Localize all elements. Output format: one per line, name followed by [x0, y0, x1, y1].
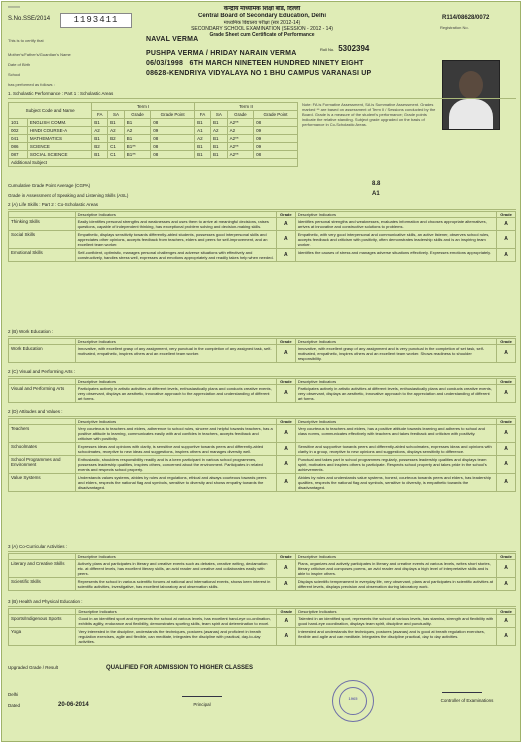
area-label: Thinking Skills — [9, 218, 76, 231]
health-heading: 3 (B) Health and Physical Education : — [8, 598, 516, 607]
grade-cell: 08 — [151, 119, 195, 127]
term2-descriptor: Talented in an identified sport, represents the school at various levels, has stamina, strength and flexibility with good hand-eye coordination, displays team spirit, discipline and punctuality. — [296, 615, 497, 628]
scholastic-heading: 1. Scholastic Performance : Part 1 : Scholastic Areas — [8, 90, 516, 99]
term1-grade: A — [276, 218, 295, 231]
controller-label: Controller of Examinations — [440, 698, 494, 703]
student-name: NAVAL VERMA — [146, 36, 199, 43]
co-scholastic-heading: 2 (A) Life Skills : Part 2 : Co-Scholastic Areas — [8, 201, 516, 210]
parents-name: PUSHPA VERMA / HRIDAY NARAIN VERMA — [146, 50, 297, 57]
term1-header: Term I — [92, 103, 195, 111]
registration-number: R114/08628/0072 — [442, 15, 490, 21]
grade-cell: A2** — [227, 151, 253, 159]
term1-grade: A — [277, 615, 296, 628]
certificate-page — [1, 1, 521, 742]
term1-descriptor: Innovative, with excellent grasp of any assignment, very punctual in the completion of any assigned task, self-motivated, empathetic, inspires others and an excellent team worker. — [75, 345, 276, 363]
controller-signature — [442, 686, 482, 693]
term1-descriptor: Good in an identified sport and represents the school at various levels, has excellent hand-eye co-ordination, exhibits agility, endurance and flexibility, demonstrates sporting skills, team spirit and determination to excel. — [76, 615, 277, 628]
term2-descriptor: Sensitive and supportive towards peers and differently-abled schoolmates, expresses ideas and opinions with clarity in a group, receptive to new opinions and suggestions, displays sensitivity to difference. — [295, 443, 496, 456]
grade-cell: A2** — [227, 143, 253, 151]
asl-label: Grade in Assessment of Speaking and Listening Skills (ASL) — [8, 193, 129, 198]
grade-cell: 08 — [254, 119, 298, 127]
work-education-heading: 2 (B) Work Education : — [8, 328, 516, 337]
grade-cell: B1 — [124, 119, 150, 127]
dob-label: Date of Birth — [8, 62, 31, 67]
exam-name: SECONDARY SCHOOL EXAMINATION (SESSION - 2012 - 14) — [191, 26, 333, 32]
grade-cell: B1 — [195, 143, 211, 151]
area-label: Social Skills — [9, 231, 76, 249]
descriptor-row — [9, 345, 516, 363]
term2-descriptor: Plans, organizes and actively participates in literary and creative events at various levels, writes short stories, literary criticism and composes poems, an avid reader and displays a high level of interpretative skills and is able to inspire others. — [295, 560, 496, 578]
board-name: Central Board of Secondary Education, Delhi — [197, 13, 327, 19]
descriptor-row — [9, 425, 516, 443]
term2-grade: A — [497, 385, 516, 403]
term1-descriptor: Enthusiastic, shoulders responsibility readily and is a keen participant in various school programmes, possesses leadership qualities, inspires others, concerned about the environment. Participates in related events and respects school property. — [75, 456, 276, 474]
marks-table: Subject Code and Name Term I Term II FA SA Grade Grade Point FA SA Grade Grade Point 101 ENGLISH COMM. B1 B1 B1 08 B1 B1 A2** 08 002 HINDI COURSE-A A2 A2 A2 09 A1 A2 A2 09 041 MATHEMATICS B1 B2 B1 08 A2 B1 A2** 09 086 SCIENCE B2 C1 B1** 08 B1 B1 A2** 09 087 SOCIAL SCIENCE B1 C1 B1** 08 B1 B1 A2** 08 Additional Subject — [8, 102, 298, 167]
term2-grade: A — [497, 345, 516, 363]
term1-grade: A — [276, 385, 295, 403]
term1-grade: A — [277, 456, 296, 474]
term2-descriptor: Identifies the causes of stress and manages adverse situations effectively. Expresses emotions appropriately. — [295, 249, 496, 262]
descriptor-row — [9, 385, 516, 403]
descriptor-row — [9, 231, 516, 249]
principal-signature — [182, 690, 222, 697]
grade-cell: B2 — [92, 143, 108, 151]
term1-grade: A — [277, 628, 296, 646]
term1-descriptor: Understands values systems, abides by rules and regulations, ethical and always courteous towards peers and elders, respects the national flag and symbols, sensitive to diversity and shows empathy towards the disadvantaged. — [75, 474, 276, 492]
term1-grade: A — [276, 578, 295, 591]
grade-cell: B1 — [195, 119, 211, 127]
place: Delhi — [8, 692, 19, 697]
subject-name: SCIENCE — [27, 143, 91, 151]
term1-descriptor: Participates actively in artistic activities at different levels, enthusiastically plans and conducts creative events, very observant, displays an aesthetic, innovative approach to the appreciation and understanding of different art forms. — [75, 385, 276, 403]
term2-descriptor: Displays scientific temperament in everyday life, very observant, plans and participates in scientific activities at different levels, displays precision and observation during laboratory work. — [295, 578, 496, 591]
grade-cell: A2 — [124, 127, 150, 135]
area-label: Literary and Creative Skills — [9, 560, 76, 578]
term2-grade: A — [497, 425, 516, 443]
area-label: Visual and Performing Arts — [9, 385, 76, 403]
grade-cell: 08 — [254, 151, 298, 159]
term1-grade: A — [277, 425, 296, 443]
health-table: Descriptive Indicators Grade Descriptive Indicators Grade Sports/Indigenous Sports Good in an identified sport and represents the school at various levels, has excellent hand-eye co-ordination, exhibits agility, endurance and flexibility, demonstrates sporting skills, team spirit and determination to excel. A Talented in an identified sport, represents the school at various levels, has stamina, strength and flexibility with good hand-eye coordination, displays team spirit, discipline and punctuality. A Yoga Very interested in the discipline, understands the techniques, postures (asanas) and proficient in breath regulation exercises, agile and flexible, can meditate, integrates the discipline with practical, day-to-day activities. A Interested and understands the techniques, postures (asanas) and is good at breath regulation exercises, flexible and agile and can meditate. Integrates the discipline practical, day to day activities. A — [8, 608, 516, 646]
performance-label: has performed as follows : — [8, 82, 55, 87]
descriptor-row — [9, 628, 516, 646]
term2-descriptor: Very courteous to teachers and elders, has a positive attitude towards learning and adheres to school and class norms, communicates effectively with teachers and takes feedback and criticism with positivity. — [295, 425, 496, 443]
cgpa-label: Cumulative Grade Point Average (CGPA) — [8, 183, 91, 188]
descriptor-row — [9, 443, 516, 456]
term2-grade: A — [497, 628, 516, 646]
roll-number: Roll No. 5302394 — [320, 44, 370, 53]
subject-row — [9, 143, 298, 151]
area-label: Scientific Skills — [9, 578, 76, 591]
subject-row — [9, 135, 298, 143]
descriptor-row — [9, 249, 516, 262]
subject-name: SOCIAL SCIENCE — [27, 151, 91, 159]
term1-grade: A — [276, 249, 295, 262]
subject-code: 041 — [9, 135, 28, 143]
term2-descriptor: Abides by rules and understands value systems, honest, courteous towards peers and elders, has leadership qualities, respects the national flag and symbols, sensitive to diversity, is empathetic towards the disadvantaged. — [295, 474, 496, 492]
area-label: Emotional Skills — [9, 249, 76, 262]
grade-cell: A2 — [195, 135, 211, 143]
term2-grade: A — [497, 560, 516, 578]
attitudes-heading: 2 (D) Attitudes and Values : — [8, 408, 516, 417]
descriptor-row — [9, 218, 516, 231]
grade-cell: 09 — [254, 143, 298, 151]
descriptor-row — [9, 456, 516, 474]
term1-descriptor: Very courteous to teachers and elders, adherence to school rules, sincere and helpful towards teachers, has a positive attitude to learning, communicates easily with and confides in teachers, accepts feedback and criticism with positivity. — [75, 425, 276, 443]
grade-cell: C1 — [108, 143, 125, 151]
co-activities-heading: 3 (A) Co-Curricular Activities : — [8, 543, 516, 552]
grade-cell: B1 — [92, 151, 108, 159]
descriptor-row — [9, 560, 516, 578]
term1-grade: A — [277, 443, 296, 456]
area-label: Work Education — [9, 345, 76, 363]
top-stamp: xxxxxx — [8, 4, 20, 9]
grade-cell: A2 — [92, 127, 108, 135]
registration-label: Registration No. — [440, 25, 469, 30]
grade-cell: 08 — [151, 143, 195, 151]
grade-cell: 08 — [151, 135, 195, 143]
grade-cell: B1 — [211, 143, 228, 151]
term2-grade: A — [497, 249, 516, 262]
seal-text: 1965 — [348, 696, 358, 701]
term2-grade: A — [497, 578, 516, 591]
term1-descriptor: Easily identifies personal strengths and weaknesses and uses them to arrive at meaningful decisions, raises questions, capable of independent thinking, has exceptional problem solving and decision-making skills. — [75, 218, 276, 231]
work-education-table: Descriptive Indicators Grade Descriptive Indicators Grade Work Education Innovative, with excellent grasp of any assignment, very punctual in the completion of any assigned task, self-motivated, empathetic, inspires others and an excellent team worker. A Innovative, with excellent grasp of any assignment and is very punctual in the completion of set task, self-motivated, empathetic, inspires others and an excellent team worker. Shows readiness to shoulder responsibility. A — [8, 338, 516, 363]
certify-label: This is to certify that — [8, 38, 44, 43]
term2-descriptor: Identifies personal strengths and weaknesses, evaluates information and chooses appropriate alternatives, arrives at innovative and constructive solutions to problems. — [295, 218, 496, 231]
term2-grade: A — [497, 231, 516, 249]
subject-code: 086 — [9, 143, 28, 151]
term2-grade: A — [497, 218, 516, 231]
term2-grade: A — [497, 443, 516, 456]
grade-cell: A1 — [195, 127, 211, 135]
grade-cell: B1** — [124, 143, 150, 151]
descriptor-row — [9, 474, 516, 492]
grade-cell: B2 — [108, 135, 125, 143]
serial-number: 1193411 — [60, 13, 132, 28]
term2-grade: A — [497, 474, 516, 492]
subject-code: 101 — [9, 119, 28, 127]
term2-descriptor: Interested and understands the techniques, postures (asanas) and is good at breath regulation exercises, flexible and agile and can meditate. Integrates the discipline practical, day to day activities. — [296, 628, 497, 646]
term2-grade: A — [497, 456, 516, 474]
term1-grade: A — [276, 345, 295, 363]
term1-descriptor: Very interested in the discipline, understands the techniques, postures (asanas) and proficient in breath regulation exercises, agile and flexible, can meditate, integrates the discipline with practical, day-to-day activities. — [76, 628, 277, 646]
board-name-hindi: केन्द्रीय माध्यमिक शिक्षा बोर्ड, दिल्ली — [223, 6, 301, 12]
subject-code: 087 — [9, 151, 28, 159]
school-label: School — [8, 72, 21, 77]
grade-cell: B1 — [211, 119, 228, 127]
subject-row — [9, 119, 298, 127]
subject-code: 002 — [9, 127, 28, 135]
certificate-title: Grade Sheet cum Certificate of Performance — [209, 32, 315, 38]
attitudes-table: Descriptive Indicators Grade Descriptive Indicators Grade Teachers Very courteous to teachers and elders, adherence to school rules, sincere and helpful towards teachers, has a positive attitude to learning, communicates easily with and confides in teachers, accepts feedback and criticism with positivity. A Very courteous to teachers and elders, has a positive attitude towards learning and adheres to school and class norms, communicates effectively with teachers and takes feedback and criticism with positivity. A Schoolmates Expresses ideas and opinions with clarity, is sensitive and supportive towards peers and differently-abled schoolmates, receptive to new ideas and suggestions, inspires others and manages diversity well. A Sensitive and supportive towards peers and differently-abled schoolmates, expresses ideas and opinions with clarity in a group, receptive to new opinions and suggestions, displays sensitivity to difference. A School Programmes and Environment Enthusiastic, shoulders responsibility readily and is a keen participant in various school programmes, possesses leadership qualities, inspires others, concerned about the environment. Participates in related events and respects school property. A Punctual and takes part in school programmes regularly, possesses leadership qualities and displays team spirit, motivates and inspires others to participate. Respects school property and takes pride in the school's achievements. A Value Systems Understands values systems, abides by rules and regulations, ethical and always courteous towards peers and elders, respects the national flag and symbols, sensitive to diversity and shows empathy towards the disadvantaged. A Abides by rules and understands value systems, honest, courteous towards peers and elders, has leadership qualities, respects the national flag and symbols, sensitive to diversity, is empathetic towards the disadvantaged. A — [8, 418, 516, 492]
grade-cell: A2 — [108, 127, 125, 135]
grade-cell: B1 — [211, 151, 228, 159]
co-activities-table: Descriptive Indicators Grade Descriptive Indicators Grade Literary and Creative Skills Actively plans and participates in literary and creative events such as debates, creative writing, declamation etc. at different levels, has excellent literary skills, an avid reader and creative and collaborates easily with peers. A Plans, organizes and actively participates in literary and creative events at various levels, writes short stories, literary criticism and composes poems, an avid reader and displays a high level of interpretative skills and is able to inspire others. A Scientific Skills Represents the school in various scientific forums at national and international events, shows keen interest in scientific activities, investigative, has excellent laboratory and observation skills. A Displays scientific temperament in everyday life, very observant, plans and participates in scientific activities at different levels, displays precision and observation during laboratory work. A — [8, 553, 516, 591]
area-label: School Programmes and Environment — [9, 456, 76, 474]
subject-name: ENGLISH COMM. — [27, 119, 91, 127]
principal-label: Principal — [193, 702, 211, 707]
date-value: 20-06-2014 — [58, 702, 89, 708]
date-label: Dated — [8, 703, 21, 708]
additional-subject-label: Additional Subject — [9, 159, 298, 167]
grade-cell: 09 — [254, 135, 298, 143]
term1-grade: A — [276, 560, 295, 578]
grade-cell: B1 — [92, 135, 108, 143]
visual-arts-heading: 2 (C) Visual and Performing Arts : — [8, 368, 516, 377]
result: Upgraded Grade / Result QUALIFIED FOR ADMISSION TO HIGHER CLASSES — [8, 665, 254, 671]
cgpa-value: 8.8 — [372, 181, 381, 187]
grade-cell: B1 — [124, 135, 150, 143]
term2-descriptor: Empathetic, with very good interpersonal and communicative skills, an active listener, observes school rules, accepts feedback and criticism with positivity, often demonstrates leadership skills and is an inspiring team worker. — [295, 231, 496, 249]
visual-arts-table: Descriptive Indicators Grade Descriptive Indicators Grade Visual and Performing Arts Participates actively in artistic activities at different levels, enthusiastically plans and conducts creative events, very observant, displays an aesthetic, innovative approach to the appreciation and understanding of different art forms. A Participates actively in artistic activities at different levels, enthusiastically plans and conducts creative events, very observant, displays an aesthetic, innovative approach to the appreciation and understanding of different art forms. A — [8, 378, 516, 403]
grade-cell: A2** — [227, 119, 253, 127]
term1-descriptor: Actively plans and participates in literary and creative events such as debates, creative writing, declamation etc. at different levels, has excellent literary skills, an avid reader and creative and collaborates easily with peers. — [75, 560, 276, 578]
subject-row — [9, 127, 298, 135]
descriptor-row — [9, 578, 516, 591]
area-label: Schoolmates — [9, 443, 76, 456]
parents-label: Mother's/Father's/Guardian's Name — [8, 52, 71, 57]
dob-value: 06/03/1998 6TH MARCH NINETEEN HUNDRED NINETY EIGHT — [146, 60, 364, 67]
school-name: 08628-KENDRIYA VIDYALAYA NO 1 BHU CAMPUS VARANASI UP — [146, 70, 372, 77]
serial-label: S.No.SSE/2014 — [8, 16, 51, 22]
grade-cell: B1** — [124, 151, 150, 159]
grade-cell: C1 — [108, 151, 125, 159]
grade-cell: B1 — [211, 135, 228, 143]
descriptor-row — [9, 615, 516, 628]
grade-cell: A2** — [227, 135, 253, 143]
term2-descriptor: Participates actively in artistic activities at different levels, enthusiastically plans and conducts creative events, very observant, displays an aesthetic, innovative approach to the appreciation and understanding of different art forms. — [295, 385, 496, 403]
grade-cell: 09 — [151, 127, 195, 135]
exam-name-hindi: माध्यमिक विद्यालय परीक्षा (सत्र 2012-14) — [223, 20, 301, 26]
asl-value: A1 — [372, 191, 380, 197]
term1-grade: A — [277, 474, 296, 492]
grade-cell: 08 — [151, 151, 195, 159]
term2-descriptor: Punctual and takes part in school programmes regularly, possesses leadership qualities and displays team spirit, motivates and inspires others to participate. Respects school property and takes pride in the school's achievements. — [295, 456, 496, 474]
grade-cell: B1 — [195, 151, 211, 159]
board-seal-inner — [339, 687, 367, 715]
subject-row — [9, 151, 298, 159]
area-label: Sports/Indigenous Sports — [9, 615, 76, 628]
grade-cell: B1 — [108, 119, 125, 127]
grade-cell: A2 — [227, 127, 253, 135]
term1-descriptor: Empathetic, displays sensitivity towards differently-abled students, possesses good interpersonal skills and appreciates other opinions, accepts feedback from teachers, elders and peers for self-improvement, and an excellent team worker. — [75, 231, 276, 249]
area-label: Yoga — [9, 628, 76, 646]
term2-header: Term II — [195, 103, 298, 111]
subject-header: Subject Code and Name — [9, 103, 92, 119]
area-label: Teachers — [9, 425, 76, 443]
life-skills-table: Descriptive Indicators Grade Descriptive Indicators Grade Thinking Skills Easily identifies personal strengths and weaknesses and uses them to arrive at meaningful decisions, raises questions, capable of independent thinking, has exceptional problem solving and decision-making skills. A Identifies personal strengths and weaknesses, evaluates information and chooses appropriate alternatives, arrives at innovative and constructive solutions to problems. A Social Skills Empathetic, displays sensitivity towards differently-abled students, possesses good interpersonal skills and appreciates other opinions, accepts feedback from teachers, elders and peers for self-improvement, and an excellent team worker. A Empathetic, with very good interpersonal and communicative skills, an active listener, observes school rules, accepts feedback and criticism with positivity, often demonstrates leadership skills and is an inspiring team worker. A Emotional Skills Self-confident, optimistic, manages personal challenges and adverse situations with effectively and constructively, handles stress well, expresses and emotions appropriately and readily takes help when needed. A Identifies the causes of stress and manages adverse situations effectively. Expresses emotions appropriately. A — [8, 211, 516, 262]
grade-cell: B1 — [92, 119, 108, 127]
term2-descriptor: Innovative, with excellent grasp of any assignment and is very punctual in the completion of set task, self-motivated, empathetic, inspires others and an excellent team worker. Shows readiness to shoulder responsibility. — [295, 345, 496, 363]
grading-notes: Note: FA is Formative Assessment, SA is Summative Assessment. Grades marked ** are based on assessment of Term II / Sessions conducted by the Board. Grade is a measure of the student's performance; Grade points indicate the relative standing. Subject grade upgraded on the basis of performance in Co-Scholastic Areas. — [302, 102, 436, 127]
subject-name: MATHEMATICS — [27, 135, 91, 143]
term1-descriptor: Expresses ideas and opinions with clarity, is sensitive and supportive towards peers and differently-abled schoolmates, receptive to new ideas and suggestions, inspires others and manages diversity well. — [75, 443, 276, 456]
term2-grade: A — [497, 615, 516, 628]
grade-cell: 09 — [254, 127, 298, 135]
grade-cell: A2 — [211, 127, 228, 135]
subject-name: HINDI COURSE-A — [27, 127, 91, 135]
term1-grade: A — [276, 231, 295, 249]
area-label: Value Systems — [9, 474, 76, 492]
term1-descriptor: Self-confident, optimistic, manages personal challenges and adverse situations with effectively and constructively, handles stress well, expresses and emotions appropriately and readily takes help when needed. — [75, 249, 276, 262]
term1-descriptor: Represents the school in various scientific forums at national and international events, shows keen interest in scientific activities, investigative, has excellent laboratory and observation skills. — [75, 578, 276, 591]
board-header — [122, 6, 402, 38]
